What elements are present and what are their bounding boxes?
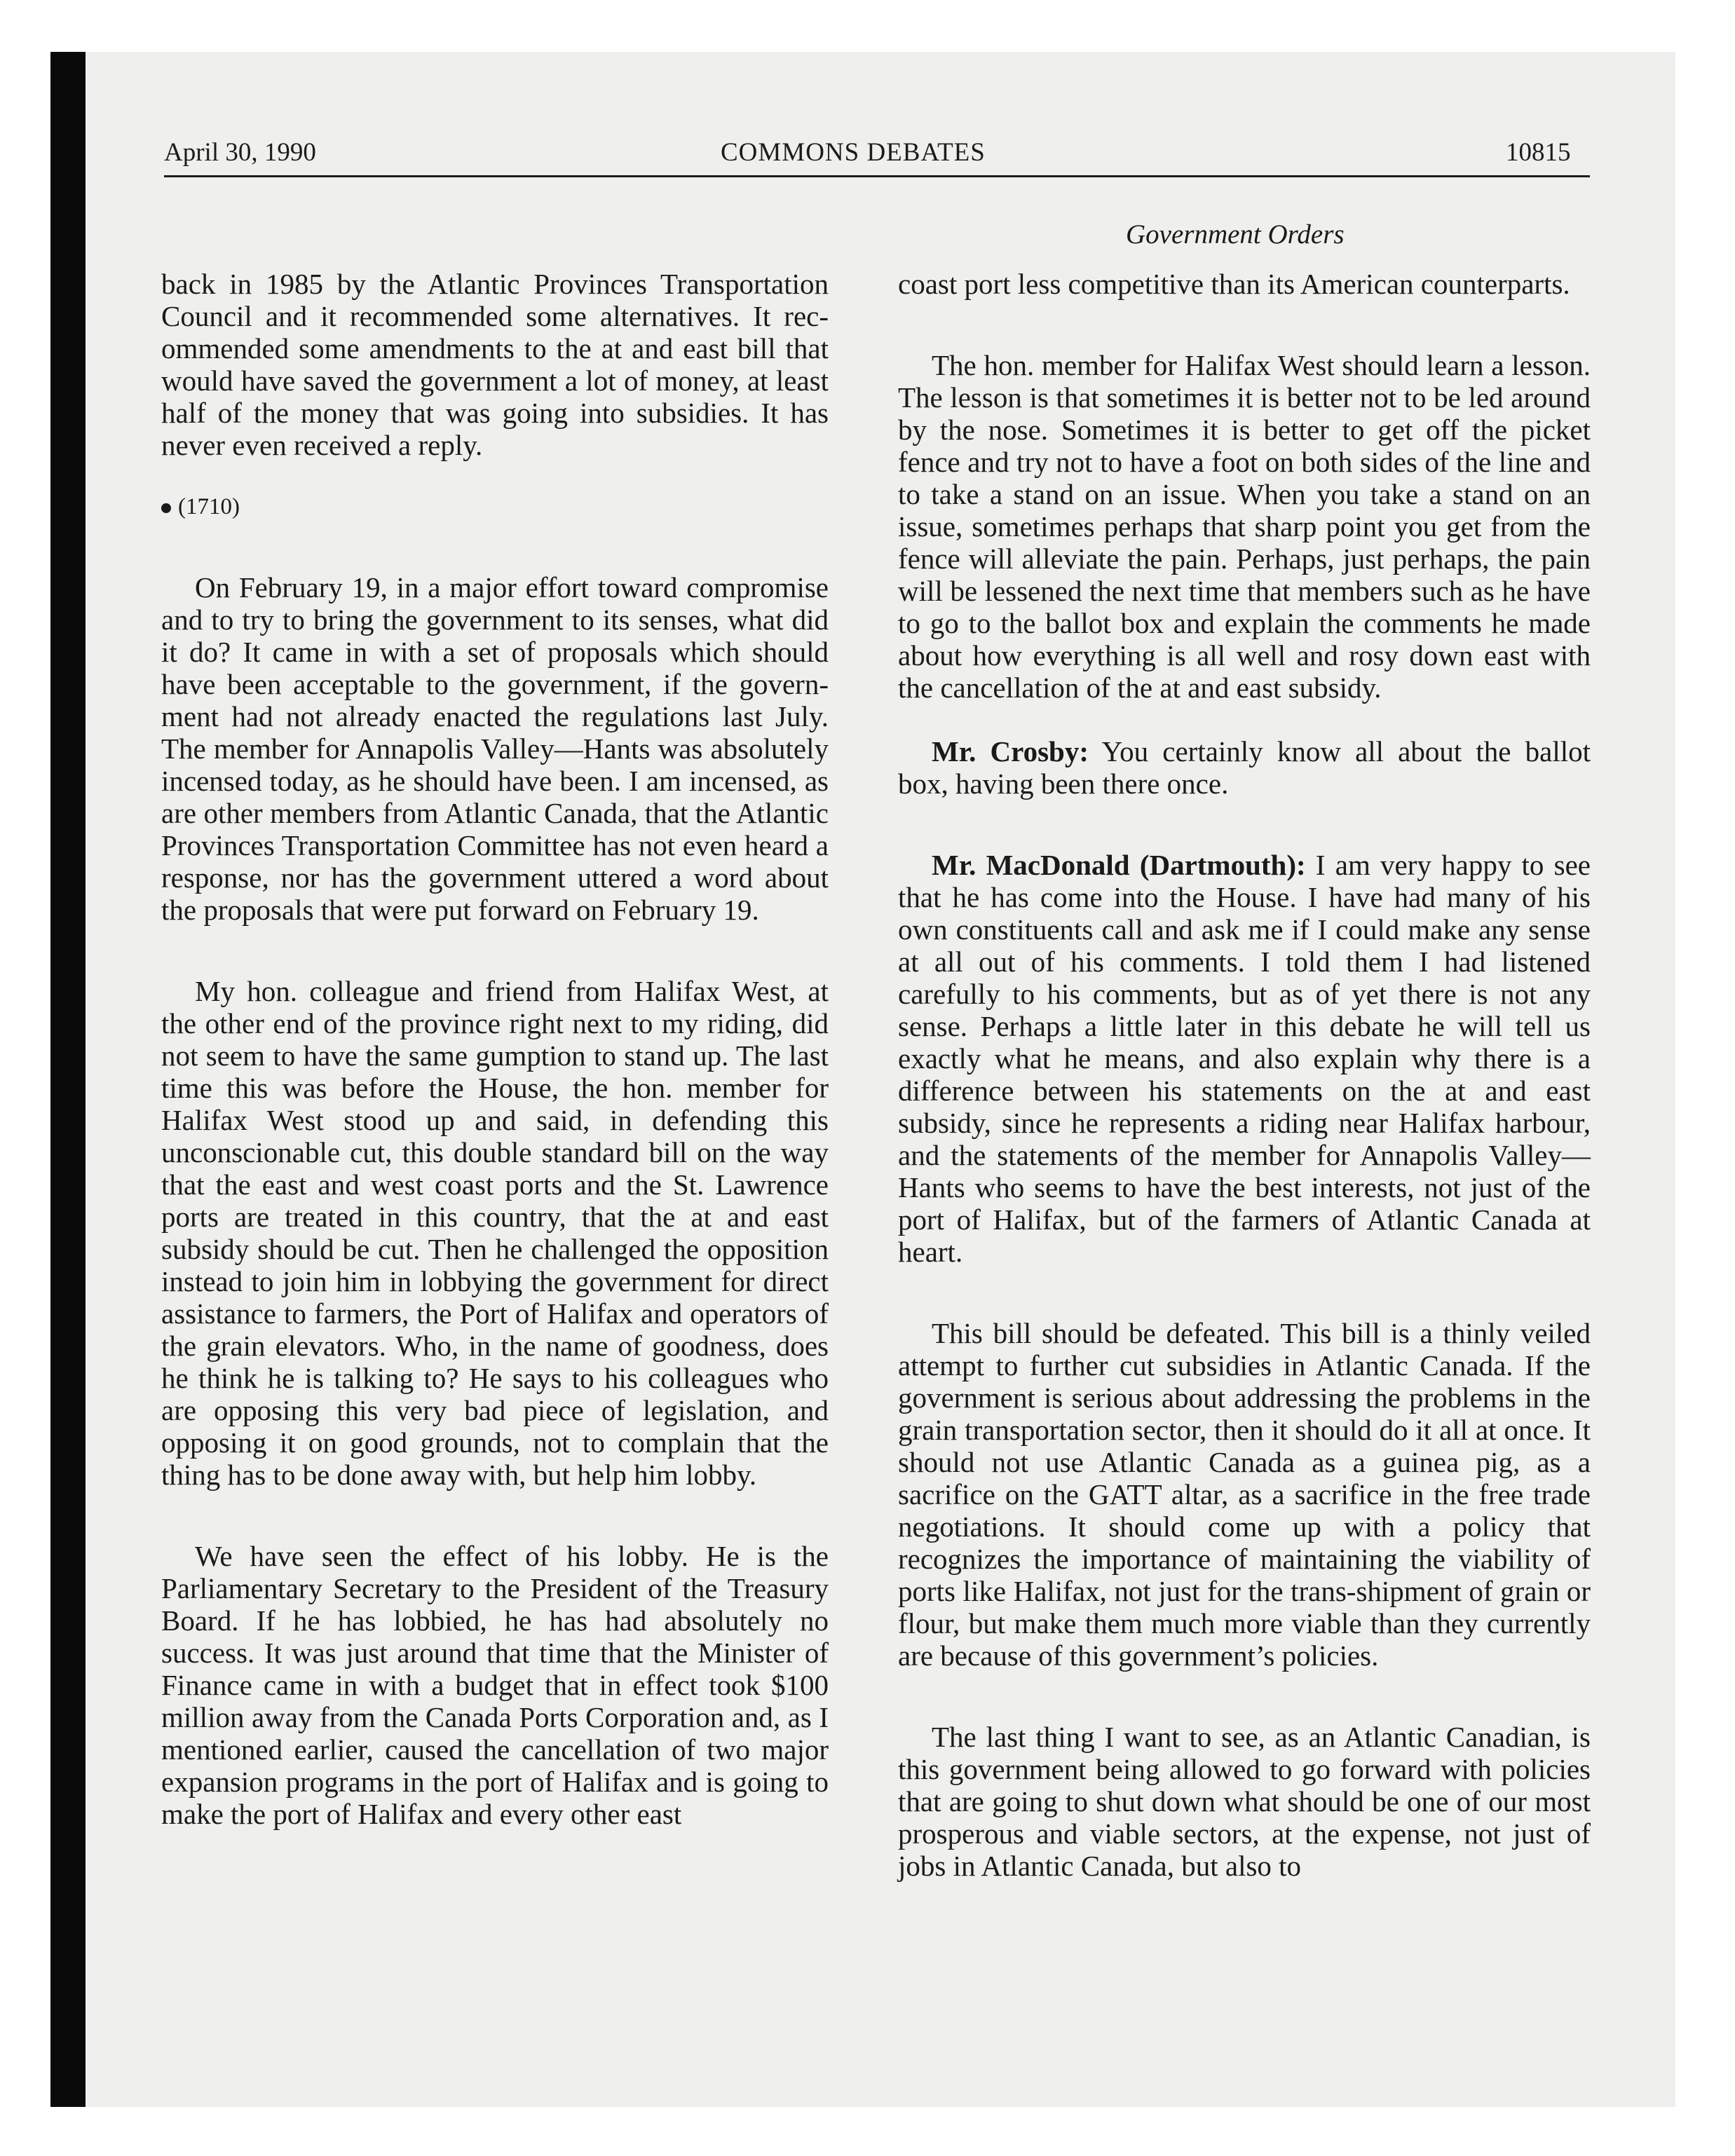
paragraph: My hon. colleague and friend from Halifax West, at the other end of the province right next to my riding, did not seem to have the same gumption to stand up. The last time this was before the House, the hon. member for Halifax West stood up and said, in defending this unconscionable cut, this double standard bill on the way that the east and west coast ports and the St. Lawrence ports are treated in this country, that the at and east subsidy should be cut. Then he challenged the opposition instead to join him in lobbying the government for direct assistance to farmers, the Port of Halifax and operators of the grain elevators. Who, in the name of goodness, does he think he is talking to? He says to his colleagues who are opposing this very bad piece of legislation, and opposing it on good grounds, not to complain that the thing has to be done away with, but help him lobby. — [161, 975, 829, 1491]
paragraph: On February 19, in a major effort toward compromise and to try to bring the government to its senses, what did it do? It came in with a set of proposals which should have been acceptable to the government, if the government had not already enacted the regulations last July. The member for Annapolis Valley—Hants was absolutely incensed today, as he should have been. I am incensed, as are other members from Atlantic Canada, that the Atlantic Provinces Transportation Committee has not even heard a response, nor has the government uttered a word about the proposals that were put forward on February 19. — [161, 571, 829, 926]
speaker-name: Mr. Crosby: — [932, 735, 1089, 767]
speech-text: You certainly know all about the ballot box, having been there once. — [898, 735, 1591, 800]
paragraph: The hon. member for Halifax West should learn a lesson. The lesson is that sometimes it is better not to be led around by the nose. Sometimes it is better to get off the picket fence and try not to have a foot on both sides of the line and to take a stand on an issue. When you take a stand on an issue, sometimes perhaps that sharp point you get from the fence will alleviate the pain. Perhaps, just perhaps, the pain will be lessened the next time that members such as he have to go to the ballot box and explain the comments he made about how everything is all well and rosy down east with the cancellation of the at and east subsidy. — [898, 349, 1591, 704]
paragraph: back in 1985 by the Atlantic Provinces Transportation Council and it recommended some alternatives. It recommended some amendments to the at and east bill that would have saved the government a lot of money, at least half of the money that was going into subsidies. It has never even received a reply. — [161, 268, 829, 461]
paragraph: coast port less competitive than its American counterparts. — [898, 268, 1570, 300]
paragraph — [898, 735, 1591, 800]
paragraph: We have seen the effect of his lobby. He is the Parliamentary Secretary to the President of the Treasury Board. If he has lobbied, he has had absolutely no success. It was just around that time that the Minister of Finance came in with a budget that in effect took $100 million away from the Canada Ports Corporation and, as I mentioned earlier, caused the cancellation of two major expansion programs in the port of Halifax and is going to make the port of Halifax and every other east — [161, 1540, 829, 1830]
header-title: COMMONS DEBATES — [721, 138, 986, 167]
left-column — [161, 268, 829, 1862]
section-heading: Government Orders — [1126, 219, 1345, 250]
header-date: April 30, 1990 — [164, 138, 316, 167]
header-rule — [164, 175, 1590, 177]
page-number: 10815 — [1506, 138, 1571, 167]
bullet-icon — [161, 503, 171, 513]
paragraph: The last thing I want to see, as an Atlantic Canadian, is this government being allowed to go forward with policies that are going to shut down what should be one of our most prosperous and viable sectors, at the expense, not just of jobs in Atlantic Canada, but also to — [898, 1721, 1591, 1882]
speech-text: I am very happy to see that he has come into the House. I have had many of his own constituents call and ask me if I could make any sense at all out of his comments. I told them I had listened carefully to his comments, but as of yet there is not any sense. Perhaps a little later in this debate he will tell us exactly what he means, and also explain why there is a difference between his statements on the at and east subsidy, since he represents a riding near Halifax harbour, and the statements of the member for Annapolis Valley—Hants who seems to have the best interests, not just of the port of Halifax, but of the farmers of Atlantic Canada at heart. — [898, 849, 1591, 1268]
paragraph — [898, 849, 1591, 1268]
paragraph: This bill should be defeated. This bill is a thinly veiled attempt to further cut subsidies in Atlantic Canada. If the government is serious about addressing the problems in the grain transportation sector, then it should do it all at once. It should not use Atlantic Canada as a guinea pig, as a sacrifice on the GATT altar, as a sacrifice in the free trade negotiations. It should come up with a policy that recognizes the importance of maintaining the viability of ports like Halifax, not just for the trans-shipment of grain or flour, but make them much more viable than they currently are because of this government’s policies. — [898, 1317, 1591, 1672]
time-marker-label: (1710) — [178, 494, 240, 519]
binding-edge — [50, 52, 86, 2107]
time-marker — [161, 493, 829, 521]
right-column — [898, 268, 1591, 1913]
speaker-name: Mr. MacDonald (Dartmouth): — [932, 849, 1306, 881]
